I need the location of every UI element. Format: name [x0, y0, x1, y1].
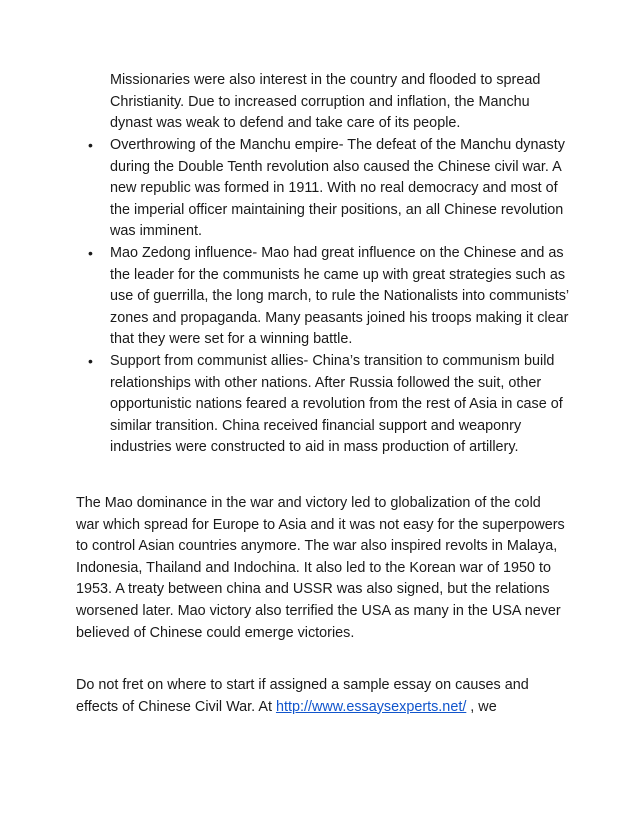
body-paragraph-cta	[76, 675, 566, 718]
bullet-text: Support from communist allies- China’s transition to communism build relationships with other nations. After Russia followed the suit, other opportunistic nations feared a revolution from the rest of Asia in case of similar transition. China received financial support and weaponry industries were constructed to aid in mass production of artillery.	[110, 352, 563, 456]
bullet-icon: •	[88, 244, 93, 261]
bullet-icon: •	[88, 137, 93, 153]
cta-text-before: Do not fret on where to start if assigned a sample essay on causes and effects of Chinese Civil War. At	[76, 677, 529, 715]
bullet-text: Mao Zedong influence- Mao had great influence on the Chinese and as the leader for the communists he came up with great strategies such as use of guerrilla, the long march, to rule the Nationalists into communists’ zones and propaganda. Many peasants joined his troops making it clear that they were set for a winning battle.	[110, 244, 569, 348]
continuation-paragraph: Missionaries were also interest in the country and flooded to spread Christianity. Due to increased corruption and inflation, the Manchu dynast was weak to defend and take care of its people.	[110, 72, 541, 132]
body-paragraph-effects: The Mao dominance in the war and victory led to globalization of the cold war which spread for Europe to Asia and it was not easy for the superpowers to control Asian countries anymore. The war also inspired revolts in Malaya, Indonesia, Thailand and Indochina. It also led to the Korean war of 1950 to 1953. A treaty between china and USSR was also signed, but the relations worsened later. Mao victory also terrified the USA as many in the USA never believed of Chinese could emerge victories.	[76, 495, 565, 641]
bullet-item-mao	[0, 243, 570, 351]
bullet-item-allies	[0, 351, 570, 459]
bullet-text: Overthrowing of the Manchu empire- The defeat of the Manchu dynasty during the Double Tenth revolution also caused the Chinese civil war. A new republic was formed in 1911. With no real democracy and most of the imperial officer maintaining their positions, an all Chinese revolution was imminent.	[110, 137, 565, 240]
bullet-icon: •	[88, 352, 93, 369]
bullet-item-manchu	[0, 135, 570, 243]
essaysexperts-link[interactable]: http://www.essaysexperts.net/	[275, 698, 467, 715]
bullet-list	[0, 135, 638, 459]
cta-text-after: , we	[466, 698, 497, 715]
